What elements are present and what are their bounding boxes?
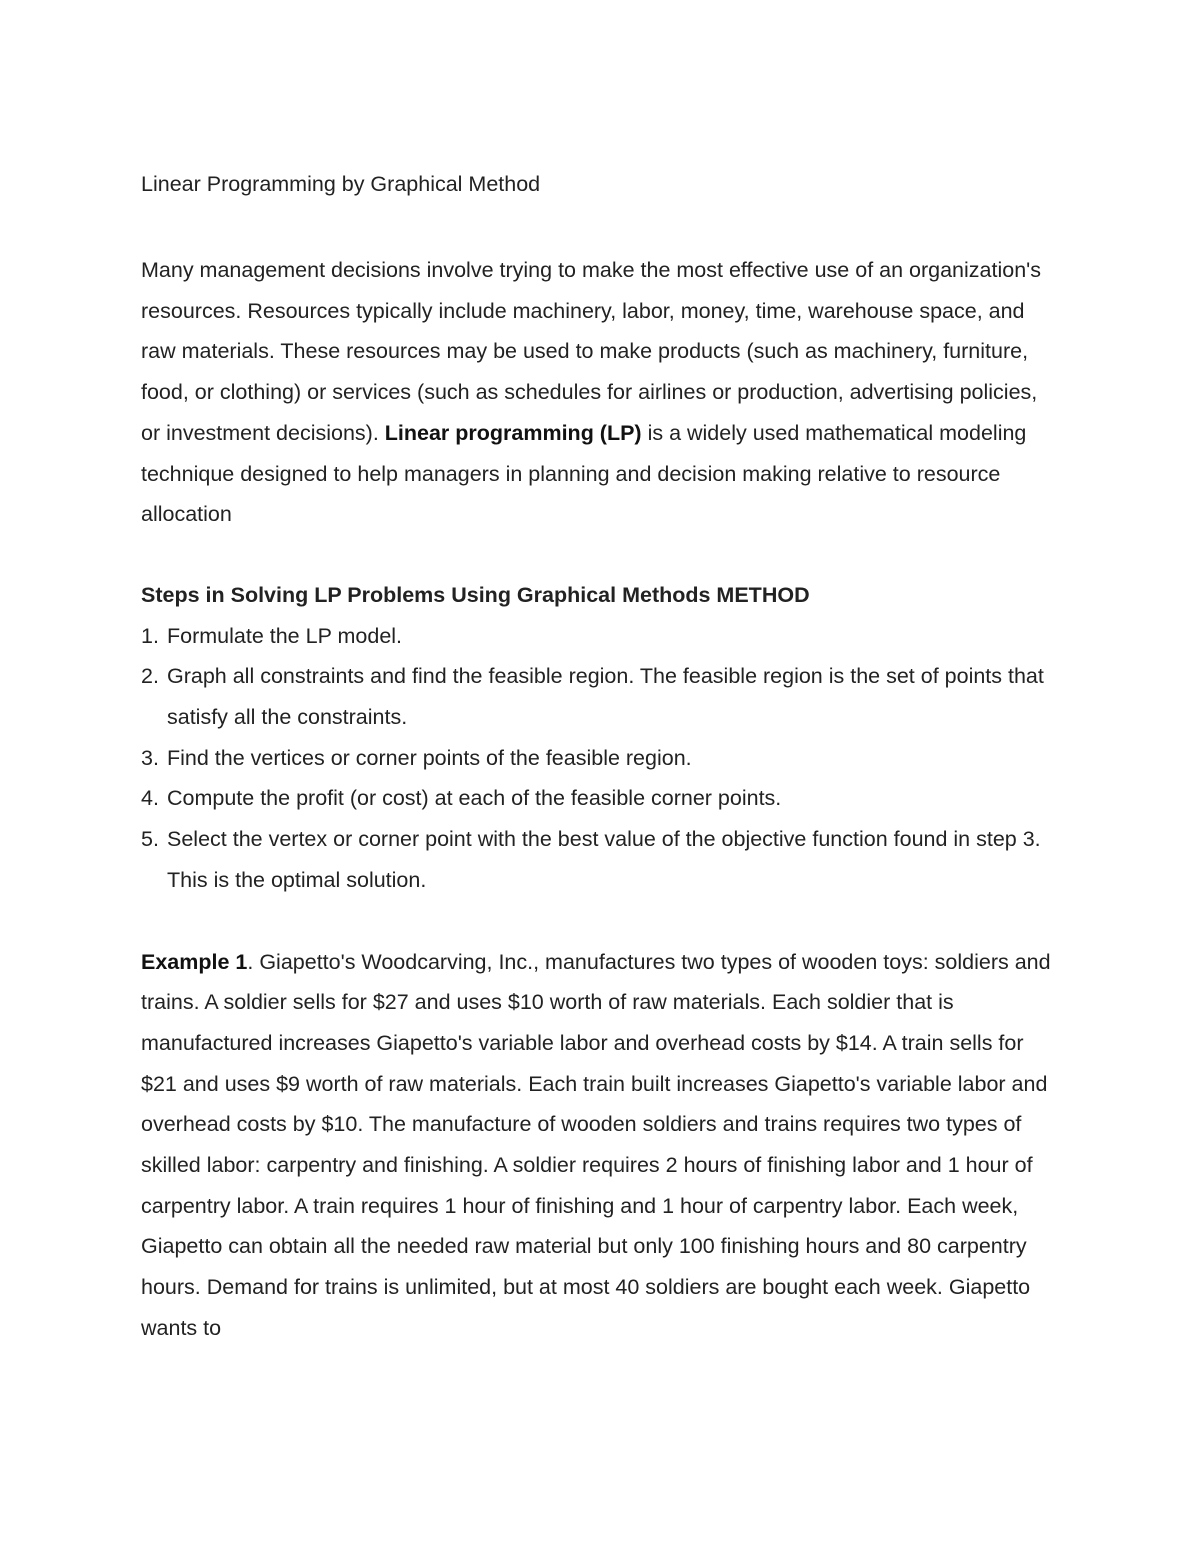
intro-bold-term: Linear programming (LP) (384, 420, 642, 445)
example-text: . Giapetto's Woodcarving, Inc., manufactures two types of wooden toys: soldiers and trains. A soldier sells for $27 and uses $10 worth of raw materials. Each soldier that is manufactured increases Giapetto's variable labor and overhead costs by $14. A train sells for $21 and uses $9 worth of raw materials. Each train built increases Giapetto's variable labor and overhead costs by $10. The manufacture of wooden soldiers and trains requires two types of skilled labor: carpentry and finishing. A soldier requires 2 hours of finishing labor and 1 hour of carpentry labor. A train requires 1 hour of finishing and 1 hour of carpentry labor. Each week, Giapetto can obtain all the needed raw material but only 100 finishing hours and 80 carpentry hours. Demand for trains is unlimited, but at most 40 soldiers are bought each week. Giapetto wants to (141, 949, 1051, 1340)
steps-list (141, 616, 1061, 901)
intro-text-before: Many management decisions involve trying to make the most effective use of an organization's resources. Resources typically include machinery, labor, money, time, warehouse space, and raw materials. These resources may be used to make products (such as machinery, furniture, food, or clothing) or services (such as schedules for airlines or production, advertising policies, or investment decisions). (141, 258, 1042, 445)
document-title: Linear Programming by Graphical Method (141, 172, 541, 196)
step-item (141, 778, 1061, 819)
step-item (141, 819, 1061, 900)
step-item (141, 738, 1061, 779)
step-text: Find the vertices or corner points of the feasible region. (167, 745, 692, 770)
step-text: Graph all constraints and find the feasible region. The feasible region is the set of points that satisfy all the constraints. (167, 664, 1044, 730)
step-text: Compute the profit (or cost) at each of the feasible corner points. (167, 786, 782, 811)
step-item (141, 616, 1061, 657)
step-number: 1. (141, 623, 159, 648)
step-number: 5. (141, 827, 159, 852)
step-item (141, 656, 1061, 737)
intro-text-after: is a widely used mathematical modeling technique designed to help managers in planning and decision making relative to resource allocation (141, 420, 1027, 527)
step-number: 3. (141, 745, 159, 770)
example-label: Example 1 (141, 949, 248, 974)
step-text: Formulate the LP model. (167, 623, 403, 648)
step-number: 2. (141, 664, 159, 689)
step-text: Select the vertex or corner point with the best value of the objective function found in step 3. This is the optimal solution. (167, 827, 1041, 892)
intro-paragraph (141, 250, 1061, 535)
document-page (141, 168, 1061, 1349)
step-number: 4. (141, 786, 159, 811)
steps-heading: Steps in Solving LP Problems Using Graphical Methods METHOD (141, 582, 810, 607)
example-paragraph (141, 942, 1061, 1349)
